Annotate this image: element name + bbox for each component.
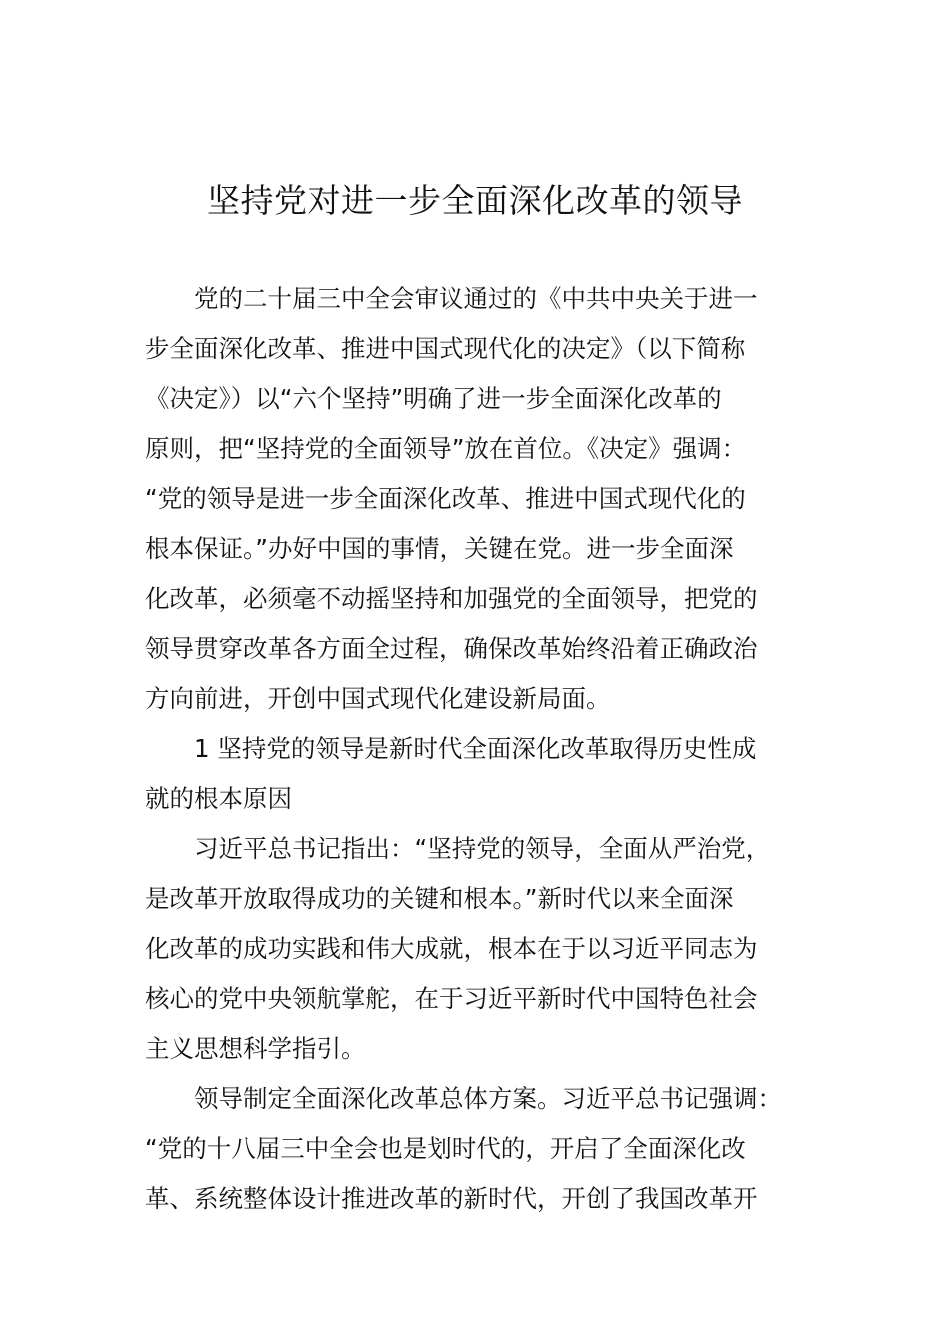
document-body [145, 274, 805, 1224]
paragraph-3-line-2: “党的十八届三中全会也是划时代的，开启了全面深化改 [145, 1134, 746, 1163]
paragraph-2-line-5: 主义思想科学指引。 [145, 1034, 366, 1063]
paragraph-2-line-2: 是改革开放取得成功的关键和根本。”新时代以来全面深 [145, 884, 734, 913]
paragraph-1-line-8: 领导贯穿改革各方面全过程，确保改革始终沿着正确政治 [145, 634, 758, 663]
paragraph-1-line-4: 原则，把“坚持党的全面领导”放在首位。《决定》强调： [145, 434, 747, 463]
section-heading-line-1: 1 坚持党的领导是新时代全面深化改革取得历史性成 [194, 734, 757, 763]
paragraph-1-line-3: 《决定》）以“六个坚持”明确了进一步全面深化改革的 [145, 384, 722, 413]
paragraph-2-line-3: 化改革的成功实践和伟大成就，根本在于以习近平同志为 [145, 934, 758, 963]
paragraph-1-line-5: “党的领导是进一步全面深化改革、推进中国式现代化的 [145, 484, 746, 513]
paragraph-1-line-9: 方向前进，开创中国式现代化建设新局面。 [145, 684, 611, 713]
paragraph-3-line-1: 领导制定全面深化改革总体方案。习近平总书记强调： [194, 1084, 782, 1113]
paragraph-1-line-7: 化改革，必须毫不动摇坚持和加强党的全面领导，把党的 [145, 584, 758, 613]
paragraph-2-line-1: 习近平总书记指出：“坚持党的领导，全面从严治党， [194, 834, 771, 863]
paragraph-1-line-2: 步全面深化改革、推进中国式现代化的决定》（以下简称 [145, 334, 746, 363]
document-title: 坚持党对进一步全面深化改革的领导 [207, 181, 743, 220]
paragraph-2-line-4: 核心的党中央领航掌舵，在于习近平新时代中国特色社会 [145, 984, 758, 1013]
paragraph-1-line-1: 党的二十届三中全会审议通过的《中共中央关于进一 [194, 284, 758, 313]
paragraph-1-line-6: 根本保证。”办好中国的事情，关键在党。进一步全面深 [145, 534, 734, 563]
paragraph-3-line-3: 革、系统整体设计推进改革的新时代，开创了我国改革开 [145, 1184, 758, 1213]
section-heading-line-2: 就的根本原因 [145, 784, 292, 813]
